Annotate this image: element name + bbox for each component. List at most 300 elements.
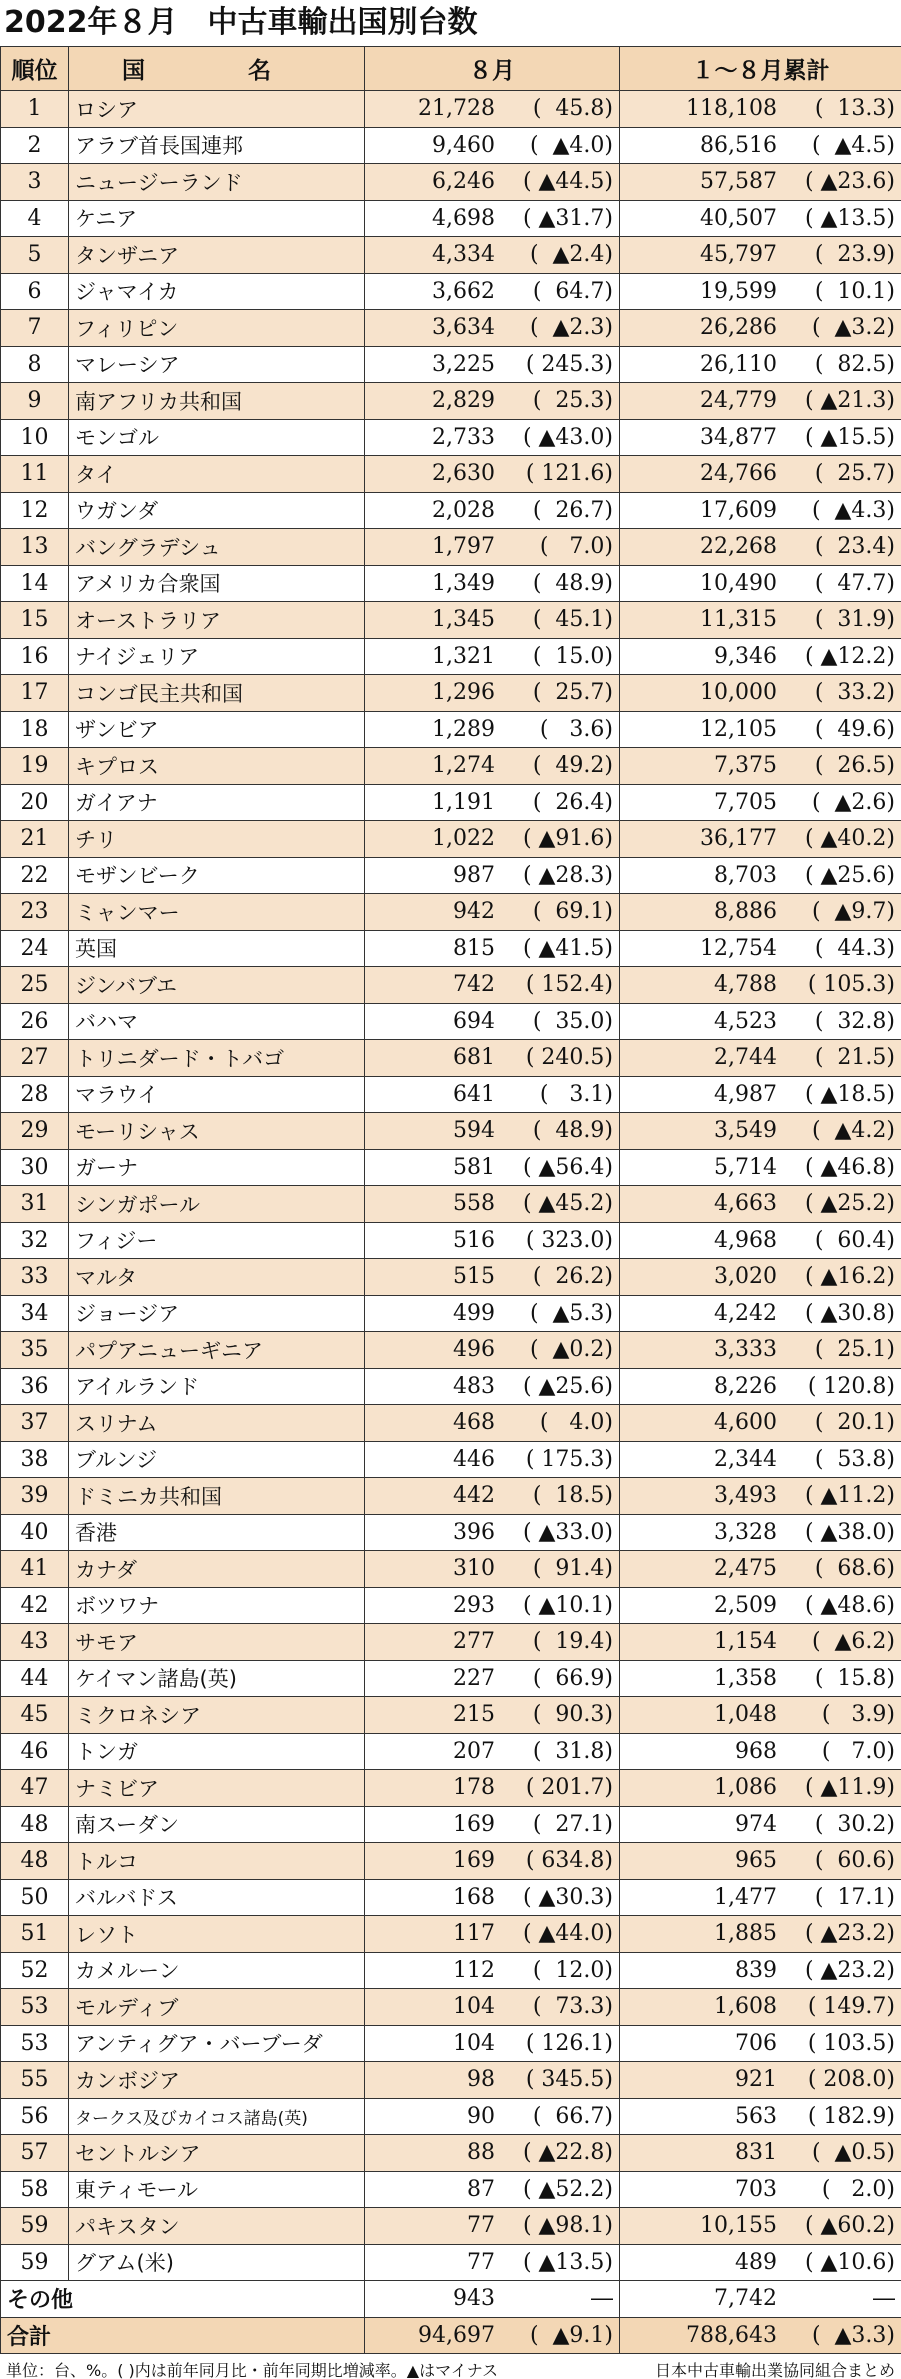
cum-cell: [620, 1733, 901, 1770]
aug-cell: [365, 821, 620, 858]
cum-cell: [620, 1989, 901, 2026]
aug-change: ( ▲43.0): [522, 424, 613, 450]
aug-cell: [365, 675, 620, 712]
aug-value: 112: [453, 1957, 495, 1983]
table-row: [1, 1332, 901, 1369]
table-row: [1, 2062, 901, 2099]
cum-cell: [620, 1332, 901, 1369]
cum-value: 86,516: [700, 132, 777, 158]
country-cell: ブルンジ: [69, 1441, 365, 1478]
aug-change: ( 121.6): [525, 461, 613, 487]
cum-cell: [620, 1551, 901, 1588]
cum-change: ( 49.6): [814, 716, 895, 742]
cum-cell: [620, 2025, 901, 2062]
cum-value: 10,490: [700, 570, 777, 596]
aug-cell: [365, 1989, 620, 2026]
country-cell: オーストラリア: [69, 602, 365, 639]
table-row: [1, 2098, 901, 2135]
table-header-row: [1, 47, 901, 91]
aug-cell: [365, 930, 620, 967]
cum-value: 7,375: [714, 753, 777, 779]
aug-value: 2,829: [432, 388, 495, 414]
cum-change: ( 82.5): [814, 351, 895, 377]
cum-value: 4,600: [714, 1410, 777, 1436]
cum-change: ( ▲12.2): [804, 643, 895, 669]
table-row: [1, 1113, 901, 1150]
cum-cell: [620, 492, 901, 529]
aug-cell: [365, 1149, 620, 1186]
aug-cell: [365, 1186, 620, 1223]
cum-cell: [620, 1259, 901, 1296]
cum-cell: [620, 2062, 901, 2099]
aug-change: ( 201.7): [525, 1775, 613, 1801]
cum-value: 22,268: [700, 534, 777, 560]
cum-cell: [620, 1040, 901, 1077]
cum-change: ( ▲48.6): [804, 1592, 895, 1618]
aug-change: ( ▲0.2): [529, 1337, 613, 1363]
table-row: [1, 967, 901, 1004]
aug-value: 3,662: [432, 278, 495, 304]
cum-cell: [620, 821, 901, 858]
cum-value: 563: [735, 2103, 777, 2129]
header-month: ８月: [365, 47, 620, 91]
country-cell: ガイアナ: [69, 784, 365, 821]
cum-value: 2,344: [714, 1446, 777, 1472]
others-aug-change: ―: [591, 2286, 613, 2312]
cum-cell: [620, 1660, 901, 1697]
cum-value: 34,877: [700, 424, 777, 450]
rank-cell: 30: [1, 1149, 69, 1186]
total-label: 合計: [1, 2317, 365, 2354]
country-cell: キプロス: [69, 748, 365, 785]
country-cell: ケニア: [69, 200, 365, 237]
cum-change: ( ▲23.6): [804, 169, 895, 195]
cum-value: 2,744: [714, 1045, 777, 1071]
cum-cell: [620, 1003, 901, 1040]
country-cell: カンボジア: [69, 2062, 365, 2099]
table-row: [1, 529, 901, 566]
country-cell: モンゴル: [69, 419, 365, 456]
rank-cell: 22: [1, 857, 69, 894]
country-cell: スリナム: [69, 1405, 365, 1442]
table-body: [1, 91, 901, 2281]
aug-cell: [365, 529, 620, 566]
cum-value: 5,714: [714, 1154, 777, 1180]
header-cumulative: １～８月累計: [620, 47, 901, 91]
cum-change: ( ▲60.2): [804, 2213, 895, 2239]
rank-cell: 1: [1, 91, 69, 128]
cum-cell: [620, 1697, 901, 1734]
table-row: [1, 565, 901, 602]
total-row: [1, 2317, 901, 2354]
cum-value: 57,587: [700, 169, 777, 195]
rank-cell: 34: [1, 1295, 69, 1332]
cum-change: ( 103.5): [807, 2030, 895, 2056]
footer-note: 単位：台、%。( )内は前年同月比・前年同期比増減率。▲はマイナス: [6, 2361, 499, 2379]
aug-value: 117: [453, 1921, 495, 1947]
cum-value: 2,509: [714, 1592, 777, 1618]
country-cell: シンガポール: [69, 1186, 365, 1223]
aug-cell: [365, 419, 620, 456]
aug-change: ( 26.4): [532, 789, 613, 815]
table-row: [1, 1551, 901, 1588]
aug-value: 77: [467, 2249, 495, 2275]
aug-cell: [365, 565, 620, 602]
table-row: [1, 2025, 901, 2062]
rank-cell: 12: [1, 492, 69, 529]
cum-change: ( 15.8): [814, 1665, 895, 1691]
rank-cell: 52: [1, 1952, 69, 1989]
table-row: [1, 310, 901, 347]
table-row: [1, 1916, 901, 1953]
country-cell: ジンバブエ: [69, 967, 365, 1004]
aug-value: 515: [453, 1264, 495, 1290]
rank-cell: 11: [1, 456, 69, 493]
cum-value: 703: [735, 2176, 777, 2202]
cum-change: ( ▲11.2): [804, 1483, 895, 1509]
aug-value: 558: [453, 1191, 495, 1217]
page-title: 2022年８月 中古車輸出国別台数: [4, 5, 478, 40]
aug-cell: [365, 1660, 620, 1697]
aug-cell: [365, 857, 620, 894]
aug-cell: [365, 1441, 620, 1478]
country-cell: マラウイ: [69, 1076, 365, 1113]
country-cell: 南スーダン: [69, 1806, 365, 1843]
others-cum-change: ―: [873, 2286, 895, 2312]
cum-value: 3,493: [714, 1483, 777, 1509]
cum-change: ( ▲3.2): [811, 315, 895, 341]
aug-change: ( ▲41.5): [522, 935, 613, 961]
aug-value: 1,321: [432, 643, 495, 669]
aug-cell: [365, 784, 620, 821]
aug-value: 21,728: [418, 96, 495, 122]
aug-change: ( 152.4): [525, 972, 613, 998]
table-row: [1, 2171, 901, 2208]
cum-cell: [620, 1076, 901, 1113]
rank-cell: 18: [1, 711, 69, 748]
cum-cell: [620, 2208, 901, 2245]
aug-change: ( 3.1): [539, 1081, 613, 1107]
aug-value: 742: [453, 972, 495, 998]
cum-change: ( ▲4.3): [811, 497, 895, 523]
rank-cell: 56: [1, 2098, 69, 2135]
table-row: [1, 1514, 901, 1551]
aug-cell: [365, 1332, 620, 1369]
aug-cell: [365, 1222, 620, 1259]
cum-cell: [620, 711, 901, 748]
country-cell: ミャンマー: [69, 894, 365, 931]
aug-value: 178: [453, 1775, 495, 1801]
cum-value: 8,226: [714, 1373, 777, 1399]
table-row: [1, 164, 901, 201]
cum-change: ( ▲13.5): [804, 205, 895, 231]
aug-value: 442: [453, 1483, 495, 1509]
cum-value: 10,155: [700, 2213, 777, 2239]
aug-value: 516: [453, 1227, 495, 1253]
cum-value: 489: [735, 2249, 777, 2275]
rank-cell: 5: [1, 237, 69, 274]
cum-change: ( 68.6): [814, 1556, 895, 1582]
cum-cell: [620, 1624, 901, 1661]
total-aug-cell: [365, 2317, 620, 2354]
cum-change: ( ▲46.8): [804, 1154, 895, 1180]
table-row: [1, 1843, 901, 1880]
cum-cell: [620, 602, 901, 639]
aug-cell: [365, 346, 620, 383]
rank-cell: 47: [1, 1770, 69, 1807]
cum-change: ( ▲9.7): [811, 899, 895, 925]
cum-change: ( 44.3): [814, 935, 895, 961]
rank-cell: 33: [1, 1259, 69, 1296]
cum-value: 3,020: [714, 1264, 777, 1290]
aug-change: ( 73.3): [532, 1994, 613, 2020]
cum-change: ( 13.3): [814, 96, 895, 122]
cum-value: 26,286: [700, 315, 777, 341]
rank-cell: 28: [1, 1076, 69, 1113]
rank-cell: 23: [1, 894, 69, 931]
aug-cell: [365, 1076, 620, 1113]
rank-cell: 17: [1, 675, 69, 712]
rank-cell: 43: [1, 1624, 69, 1661]
aug-cell: [365, 1405, 620, 1442]
cum-cell: [620, 1587, 901, 1624]
table-row: [1, 1624, 901, 1661]
rank-cell: 57: [1, 2135, 69, 2172]
cum-change: ( ▲2.6): [811, 789, 895, 815]
rank-cell: 48: [1, 1806, 69, 1843]
table-row: [1, 1697, 901, 1734]
cum-value: 11,315: [700, 607, 777, 633]
aug-cell: [365, 1952, 620, 1989]
aug-value: 4,698: [432, 205, 495, 231]
cum-change: ( 120.8): [807, 1373, 895, 1399]
aug-change: ( 48.9): [532, 1118, 613, 1144]
aug-value: 3,634: [432, 315, 495, 341]
aug-change: ( ▲13.5): [522, 2249, 613, 2275]
cum-change: ( 182.9): [807, 2103, 895, 2129]
cum-cell: [620, 346, 901, 383]
country-cell: ニュージーランド: [69, 164, 365, 201]
cum-change: ( ▲38.0): [804, 1519, 895, 1545]
cum-change: ( ▲23.2): [804, 1921, 895, 1947]
aug-value: 694: [453, 1008, 495, 1034]
table-row: [1, 1478, 901, 1515]
aug-cell: [365, 1733, 620, 1770]
cum-cell: [620, 200, 901, 237]
aug-value: 2,630: [432, 461, 495, 487]
export-table: [0, 46, 901, 2354]
country-cell: トリニダード・トバゴ: [69, 1040, 365, 1077]
table-row: [1, 1368, 901, 1405]
cum-cell: [620, 383, 901, 420]
aug-change: ( 19.4): [532, 1629, 613, 1655]
aug-change: ( ▲98.1): [522, 2213, 613, 2239]
aug-cell: [365, 200, 620, 237]
cum-cell: [620, 1843, 901, 1880]
aug-cell: [365, 383, 620, 420]
table-row: [1, 273, 901, 310]
cum-cell: [620, 164, 901, 201]
rank-cell: 7: [1, 310, 69, 347]
rank-cell: 29: [1, 1113, 69, 1150]
rank-cell: 25: [1, 967, 69, 1004]
table-row: [1, 1405, 901, 1442]
rank-cell: 20: [1, 784, 69, 821]
total-aug-change: ( ▲9.1): [529, 2322, 613, 2348]
aug-cell: [365, 2208, 620, 2245]
country-cell: ボツワナ: [69, 1587, 365, 1624]
aug-change: ( 35.0): [532, 1008, 613, 1034]
table-row: [1, 930, 901, 967]
cum-value: 4,523: [714, 1008, 777, 1034]
aug-change: ( 45.8): [532, 96, 613, 122]
aug-change: ( ▲4.0): [529, 132, 613, 158]
cum-change: ( ▲15.5): [804, 424, 895, 450]
aug-change: ( 634.8): [525, 1848, 613, 1874]
aug-change: ( 48.9): [532, 570, 613, 596]
header-rank: 順位: [1, 47, 69, 91]
aug-value: 310: [453, 1556, 495, 1582]
rank-cell: 53: [1, 1989, 69, 2026]
country-cell: 東ティモール: [69, 2171, 365, 2208]
table-row: [1, 1770, 901, 1807]
aug-change: ( 126.1): [525, 2030, 613, 2056]
cum-change: ( ▲25.6): [804, 862, 895, 888]
rank-cell: 40: [1, 1514, 69, 1551]
aug-change: ( 27.1): [532, 1811, 613, 1837]
country-cell: ガーナ: [69, 1149, 365, 1186]
aug-cell: [365, 1587, 620, 1624]
table-row: [1, 237, 901, 274]
cum-change: ( ▲21.3): [804, 388, 895, 414]
aug-value: 9,460: [432, 132, 495, 158]
cum-value: 921: [735, 2067, 777, 2093]
cum-cell: [620, 565, 901, 602]
cum-value: 36,177: [700, 826, 777, 852]
aug-cell: [365, 1113, 620, 1150]
rank-cell: 31: [1, 1186, 69, 1223]
table-row: [1, 894, 901, 931]
cum-value: 118,108: [686, 96, 777, 122]
country-cell: パプアニューギニア: [69, 1332, 365, 1369]
aug-cell: [365, 273, 620, 310]
country-cell: タンザニア: [69, 237, 365, 274]
cum-value: 45,797: [700, 242, 777, 268]
aug-change: ( 345.5): [525, 2067, 613, 2093]
country-cell: ウガンダ: [69, 492, 365, 529]
country-cell: サモア: [69, 1624, 365, 1661]
aug-value: 215: [453, 1702, 495, 1728]
cum-value: 26,110: [700, 351, 777, 377]
table-row: [1, 1149, 901, 1186]
aug-value: 681: [453, 1045, 495, 1071]
aug-value: 1,345: [432, 607, 495, 633]
country-cell: バルバドス: [69, 1879, 365, 1916]
cum-cell: [620, 1879, 901, 1916]
table-row: [1, 748, 901, 785]
country-cell: ナミビア: [69, 1770, 365, 1807]
cum-value: 24,766: [700, 461, 777, 487]
rank-cell: 19: [1, 748, 69, 785]
aug-value: 496: [453, 1337, 495, 1363]
rank-cell: 24: [1, 930, 69, 967]
country-cell: ミクロネシア: [69, 1697, 365, 1734]
country-cell: ロシア: [69, 91, 365, 128]
rank-cell: 59: [1, 2208, 69, 2245]
table-row: [1, 2244, 901, 2281]
table-row: [1, 1295, 901, 1332]
country-cell: アイルランド: [69, 1368, 365, 1405]
cum-value: 4,242: [714, 1300, 777, 1326]
table-row: [1, 1660, 901, 1697]
cum-change: ( ▲25.2): [804, 1191, 895, 1217]
aug-cell: [365, 894, 620, 931]
aug-cell: [365, 711, 620, 748]
country-cell: マルタ: [69, 1259, 365, 1296]
rank-cell: 14: [1, 565, 69, 602]
cum-value: 706: [735, 2030, 777, 2056]
table-row: [1, 1003, 901, 1040]
aug-change: ( ▲45.2): [522, 1191, 613, 1217]
cum-change: ( ▲4.5): [811, 132, 895, 158]
aug-change: ( 18.5): [532, 1483, 613, 1509]
cum-change: ( ▲6.2): [811, 1629, 895, 1655]
aug-value: 207: [453, 1738, 495, 1764]
cum-value: 831: [735, 2140, 777, 2166]
aug-change: ( 26.2): [532, 1264, 613, 1290]
cum-cell: [620, 1770, 901, 1807]
cum-value: 4,788: [714, 972, 777, 998]
country-cell: モーリシャス: [69, 1113, 365, 1150]
cum-value: 4,663: [714, 1191, 777, 1217]
total-aug-value: 94,697: [418, 2322, 495, 2348]
table-row: [1, 711, 901, 748]
aug-cell: [365, 748, 620, 785]
aug-cell: [365, 2062, 620, 2099]
footer-source: 日本中古車輸出業協同組合まとめ: [654, 2361, 895, 2379]
rank-cell: 45: [1, 1697, 69, 1734]
cum-value: 24,779: [700, 388, 777, 414]
cum-cell: [620, 748, 901, 785]
aug-cell: [365, 2025, 620, 2062]
aug-cell: [365, 127, 620, 164]
aug-value: 641: [453, 1081, 495, 1107]
aug-cell: [365, 602, 620, 639]
rank-cell: 3: [1, 164, 69, 201]
cum-change: ( ▲18.5): [804, 1081, 895, 1107]
cum-value: 1,086: [714, 1775, 777, 1801]
cum-cell: [620, 967, 901, 1004]
country-cell: ジョージア: [69, 1295, 365, 1332]
aug-cell: [365, 638, 620, 675]
aug-change: ( 26.7): [532, 497, 613, 523]
cum-change: ( 60.4): [814, 1227, 895, 1253]
aug-value: 987: [453, 862, 495, 888]
aug-change: ( 69.1): [532, 899, 613, 925]
aug-cell: [365, 237, 620, 274]
aug-cell: [365, 164, 620, 201]
cum-cell: [620, 127, 901, 164]
cum-value: 3,549: [714, 1118, 777, 1144]
cum-change: ( 2.0): [821, 2176, 895, 2202]
aug-cell: [365, 91, 620, 128]
rank-cell: 46: [1, 1733, 69, 1770]
aug-value: 594: [453, 1118, 495, 1144]
table-row: [1, 675, 901, 712]
others-cum-value: 7,742: [714, 2286, 777, 2312]
aug-change: ( 49.2): [532, 753, 613, 779]
aug-value: 1,191: [432, 789, 495, 815]
